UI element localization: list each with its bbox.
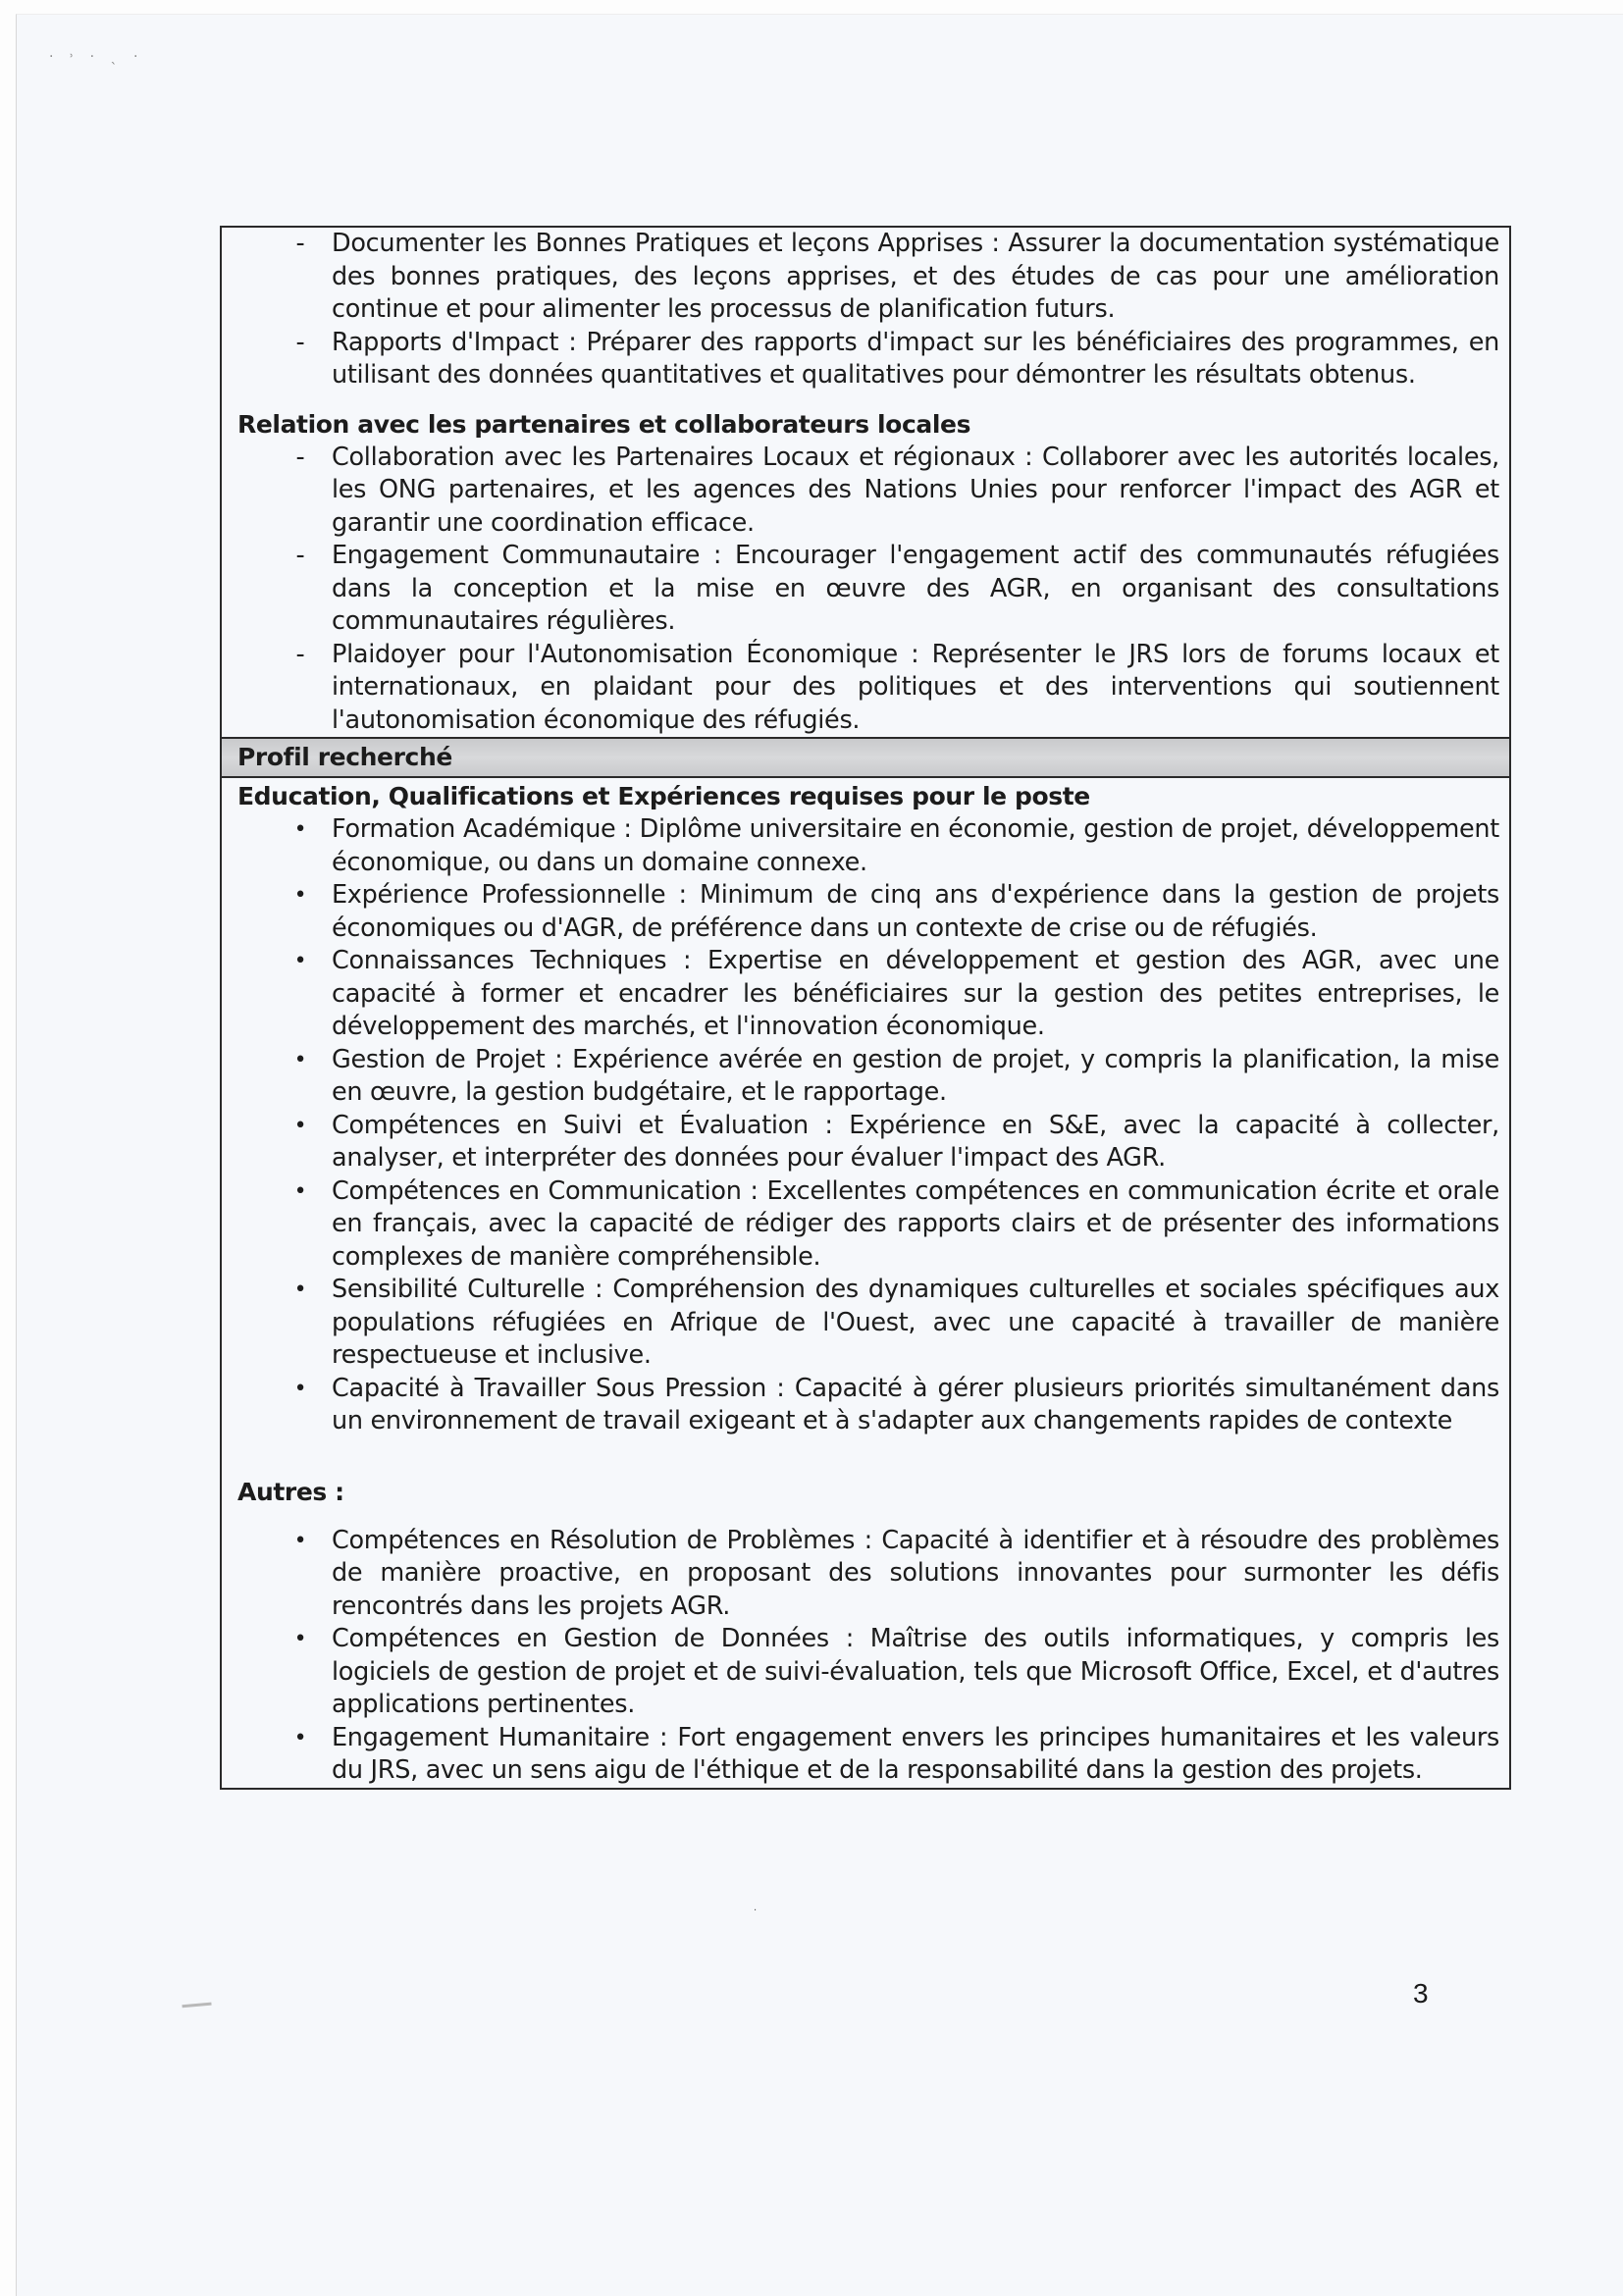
bullet-marker: • — [293, 949, 307, 973]
item-text: Plaidoyer pour l'Autonomisation Économique : Représenter le JRS lors de forums locaux et internationaux, en plaidant pour des politiques et des interventions qui soutiennent l'autonomisation économique des réfugiés. — [332, 639, 1499, 735]
section-spacer — [237, 1509, 1499, 1525]
scan-dot: · — [754, 1905, 758, 1916]
profil-recherche-header: Profil recherché — [222, 737, 1509, 778]
job-description-table — [220, 226, 1511, 1790]
list-item — [237, 945, 1499, 1044]
list-item — [237, 442, 1499, 541]
bullet-marker: • — [293, 1528, 307, 1553]
autres-heading: Autres : — [237, 1477, 344, 1506]
intro-list — [237, 228, 1499, 392]
education-heading: Education, Qualifications et Expériences requises pour le poste — [237, 782, 1090, 810]
bullet-marker: • — [293, 883, 307, 908]
item-text: Collaboration avec les Partenaires Locaux et régionaux : Collaborer avec les autorités locales, les ONG partenaires, et les agences des Nations Unies pour renforcer l'impact des AGR et garantir une coordination efficace. — [332, 442, 1499, 538]
bullet-marker: • — [293, 817, 307, 842]
list-item — [237, 228, 1499, 327]
list-item — [237, 1110, 1499, 1175]
list-item — [237, 1044, 1499, 1110]
relation-heading: Relation avec les partenaires et collaborateurs locales — [237, 409, 971, 439]
list-item — [237, 327, 1499, 392]
list-item — [237, 540, 1499, 639]
autres-list — [237, 1525, 1499, 1788]
dash-marker: - — [295, 442, 305, 472]
bullet-marker: • — [293, 1047, 307, 1072]
dash-marker: - — [295, 639, 305, 669]
item-text: Rapports d'Impact : Préparer des rapports d'impact sur les bénéficiaires des programmes, en utilisant des données quantitatives et qualitatives pour démontrer les résultats obtenus. — [332, 327, 1499, 390]
item-text: Connaissances Techniques : Expertise en développement et gestion des AGR, avec une capacité à former et encadrer les bénéficiaires sur la gestion des petites entreprises, le développement des marchés, et l'innovation économique. — [332, 946, 1499, 1041]
item-text: Capacité à Travailler Sous Pression : Capacité à gérer plusieurs priorités simultanément dans un environnement de travail exigeant et à s'adapter aux changements rapides de contexte — [332, 1373, 1499, 1435]
scan-specks: · ˒ · ˎ · — [49, 49, 144, 65]
item-text: Compétences en Résolution de Problèmes : Capacité à identifier et à résoudre des problèmes de manière proactive, en proposant des solutions innovantes pour surmonter les défis rencontrés dans les projets AGR. — [332, 1525, 1499, 1621]
item-text: Engagement Communautaire : Encourager l'engagement actif des communautés réfugiées dans la conception et la mise en œuvre des AGR, en organisant des consultations communautaires régulières. — [332, 541, 1499, 636]
relation-list — [237, 442, 1499, 738]
dash-marker: - — [295, 229, 305, 258]
intro-section — [222, 228, 1509, 737]
page-number: 3 — [1413, 1978, 1429, 2009]
dash-marker: - — [295, 327, 305, 357]
education-section — [222, 778, 1509, 1788]
bullet-marker: • — [293, 1178, 307, 1204]
list-item — [237, 1274, 1499, 1373]
list-item — [237, 1373, 1499, 1438]
section-spacer — [237, 1438, 1499, 1476]
item-text: Engagement Humanitaire : Fort engagement envers les principes humanitaires et les valeurs du JRS, avec un sens aigu de l'éthique et de la responsabilité dans la gestion des projets. — [332, 1722, 1499, 1785]
item-text: Expérience Professionnelle : Minimum de cinq ans d'expérience dans la gestion de projets économiques ou d'AGR, de préférence dans un contexte de crise ou de réfugiés. — [332, 880, 1499, 943]
bullet-marker: • — [293, 1725, 307, 1750]
item-text: Compétences en Communication : Excellentes compétences en communication écrite et orale en français, avec la capacité de rédiger des rapports clairs et de présenter des informations complexes de manière compréhensible. — [332, 1175, 1499, 1272]
item-text: Sensibilité Culturelle : Compréhension des dynamiques culturelles et sociales spécifiques aux populations réfugiées en Afrique de l'Ouest, avec une capacité à travailler de manière respectueuse et inclusive. — [332, 1275, 1499, 1370]
item-text: Compétences en Suivi et Évaluation : Expérience en S&E, avec la capacité à collecter, analyser, et interpréter des données pour évaluer l'impact des AGR. — [332, 1110, 1499, 1173]
bullet-marker: • — [293, 1278, 307, 1302]
list-item — [237, 1175, 1499, 1275]
bullet-marker: • — [293, 1376, 307, 1401]
education-list — [237, 813, 1499, 1438]
list-item — [237, 1623, 1499, 1722]
list-item — [237, 1722, 1499, 1788]
item-text: Gestion de Projet : Expérience avérée en gestion de projet, y compris la planification, la mise en œuvre, la gestion budgétaire, et le rapportage. — [332, 1044, 1499, 1107]
bullet-marker: • — [293, 1113, 307, 1138]
list-item — [237, 639, 1499, 738]
item-text: Compétences en Gestion de Données : Maîtrise des outils informatiques, y compris les logiciels de gestion de projet et de suivi-évaluation, tels que Microsoft Office, Excel, et d'autres applications pertinentes. — [332, 1624, 1499, 1719]
item-text: Documenter les Bonnes Pratiques et leçons Apprises : Assurer la documentation systématique des bonnes pratiques, des leçons apprises, et des études de cas pour une amélioration continue et pour alimenter les processus de planification futurs. — [332, 229, 1499, 324]
dash-marker: - — [295, 541, 305, 570]
bullet-marker: • — [293, 1627, 307, 1651]
scan-mark — [181, 1991, 211, 2009]
item-text: Formation Académique : Diplôme universitaire en économie, gestion de projet, développement économique, ou dans un domaine connexe. — [332, 814, 1499, 877]
list-item — [237, 1525, 1499, 1624]
list-item — [237, 879, 1499, 945]
list-item — [237, 813, 1499, 879]
